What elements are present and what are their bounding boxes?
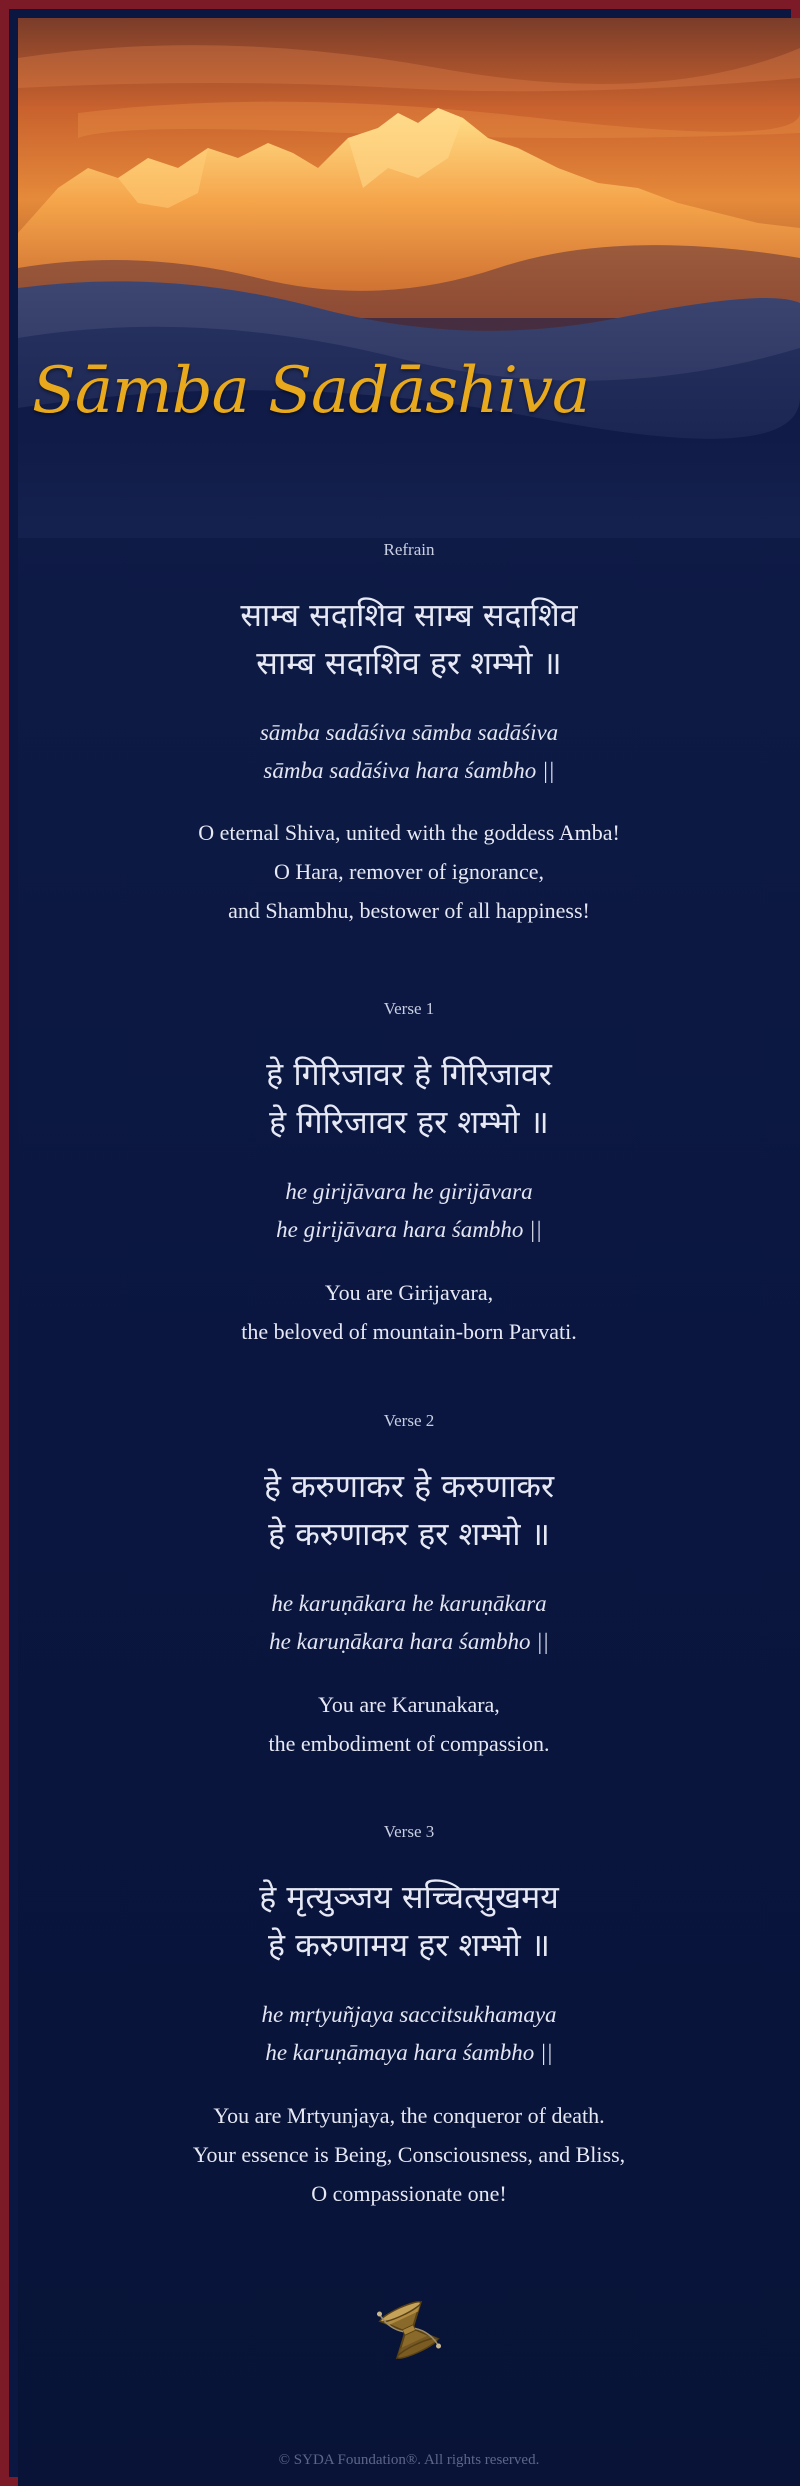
english-line: You are Mrtyunjaya, the conqueror of death. <box>213 2103 605 2128</box>
verse2-label: Verse 2 <box>383 1411 435 1430</box>
transliteration-line: he girijāvara he girijāvara <box>285 1179 533 1204</box>
verse3-label: Verse 3 <box>383 1822 435 1841</box>
english-line: O eternal Shiva, united with the goddess Amba! <box>198 820 620 845</box>
verse2-transliteration <box>18 1585 800 1661</box>
verse1-transliteration <box>18 1173 800 1249</box>
devanagari-line: हे करुणाकर हर शम्भो ॥ <box>268 1515 550 1553</box>
transliteration-line: he girijāvara hara śambho || <box>276 1217 542 1242</box>
copyright-footer: © SYDA Foundation®. All rights reserved. <box>278 2452 540 2468</box>
devanagari-line: हे गिरिजावर हे गिरिजावर <box>266 1055 552 1093</box>
refrain-transliteration <box>18 714 800 790</box>
transliteration-line: he karuṇākara he karuṇākara <box>271 1591 547 1616</box>
refrain-devanagari <box>18 591 800 687</box>
verse3-english <box>18 2096 800 2213</box>
devanagari-line: साम्ब सदाशिव साम्ब सदाशिव <box>240 596 578 634</box>
transliteration-line: he karuṇāmaya hara śambho || <box>265 2040 553 2065</box>
page-title: Sāmba Sadāshiva <box>32 354 590 428</box>
devanagari-line: साम्ब सदाशिव हर शम्भो ॥ <box>256 644 562 682</box>
transliteration-line: he mṛtyuñjaya saccitsukhamaya <box>261 2002 557 2027</box>
devanagari-line: हे करुणामय हर शम्भो ॥ <box>268 1926 550 1964</box>
english-line: the beloved of mountain-born Parvati. <box>241 1319 577 1344</box>
verse3-devanagari <box>18 1873 800 1969</box>
devanagari-line: हे मृत्युञ्जय सच्चित्सुखमय <box>259 1878 559 1916</box>
verse1-devanagari <box>18 1050 800 1146</box>
english-line: You are Girijavara, <box>324 1280 494 1305</box>
transliteration-line: sāmba sadāśiva sāmba sadāśiva <box>259 720 559 745</box>
verse3-transliteration <box>18 1996 800 2072</box>
verse2-devanagari <box>18 1462 800 1558</box>
english-line: and Shambhu, bestower of all happiness! <box>228 898 590 923</box>
mountain-sunset-image <box>18 18 800 538</box>
english-line: O Hara, remover of ignorance, <box>274 859 544 884</box>
page-background <box>18 18 800 2486</box>
refrain-label: Refrain <box>383 540 435 559</box>
english-line: the embodiment of compassion. <box>268 1731 550 1756</box>
verse1-english <box>18 1273 800 1351</box>
verse1-label: Verse 1 <box>383 999 435 1018</box>
transliteration-line: sāmba sadāśiva hara śambho || <box>263 758 555 783</box>
english-line: You are Karunakara, <box>318 1692 500 1717</box>
english-line: O compassionate one! <box>311 2181 507 2206</box>
damaru-drum-icon <box>369 2290 449 2370</box>
english-line: Your essence is Being, Consciousness, and Bliss, <box>192 2142 626 2167</box>
devanagari-line: हे गिरिजावर हर शम्भो ॥ <box>269 1103 549 1141</box>
devanagari-line: हे करुणाकर हे करुणाकर <box>263 1467 555 1505</box>
verse2-english <box>18 1685 800 1763</box>
refrain-english <box>18 813 800 930</box>
transliteration-line: he karuṇākara hara śambho || <box>269 1629 549 1654</box>
